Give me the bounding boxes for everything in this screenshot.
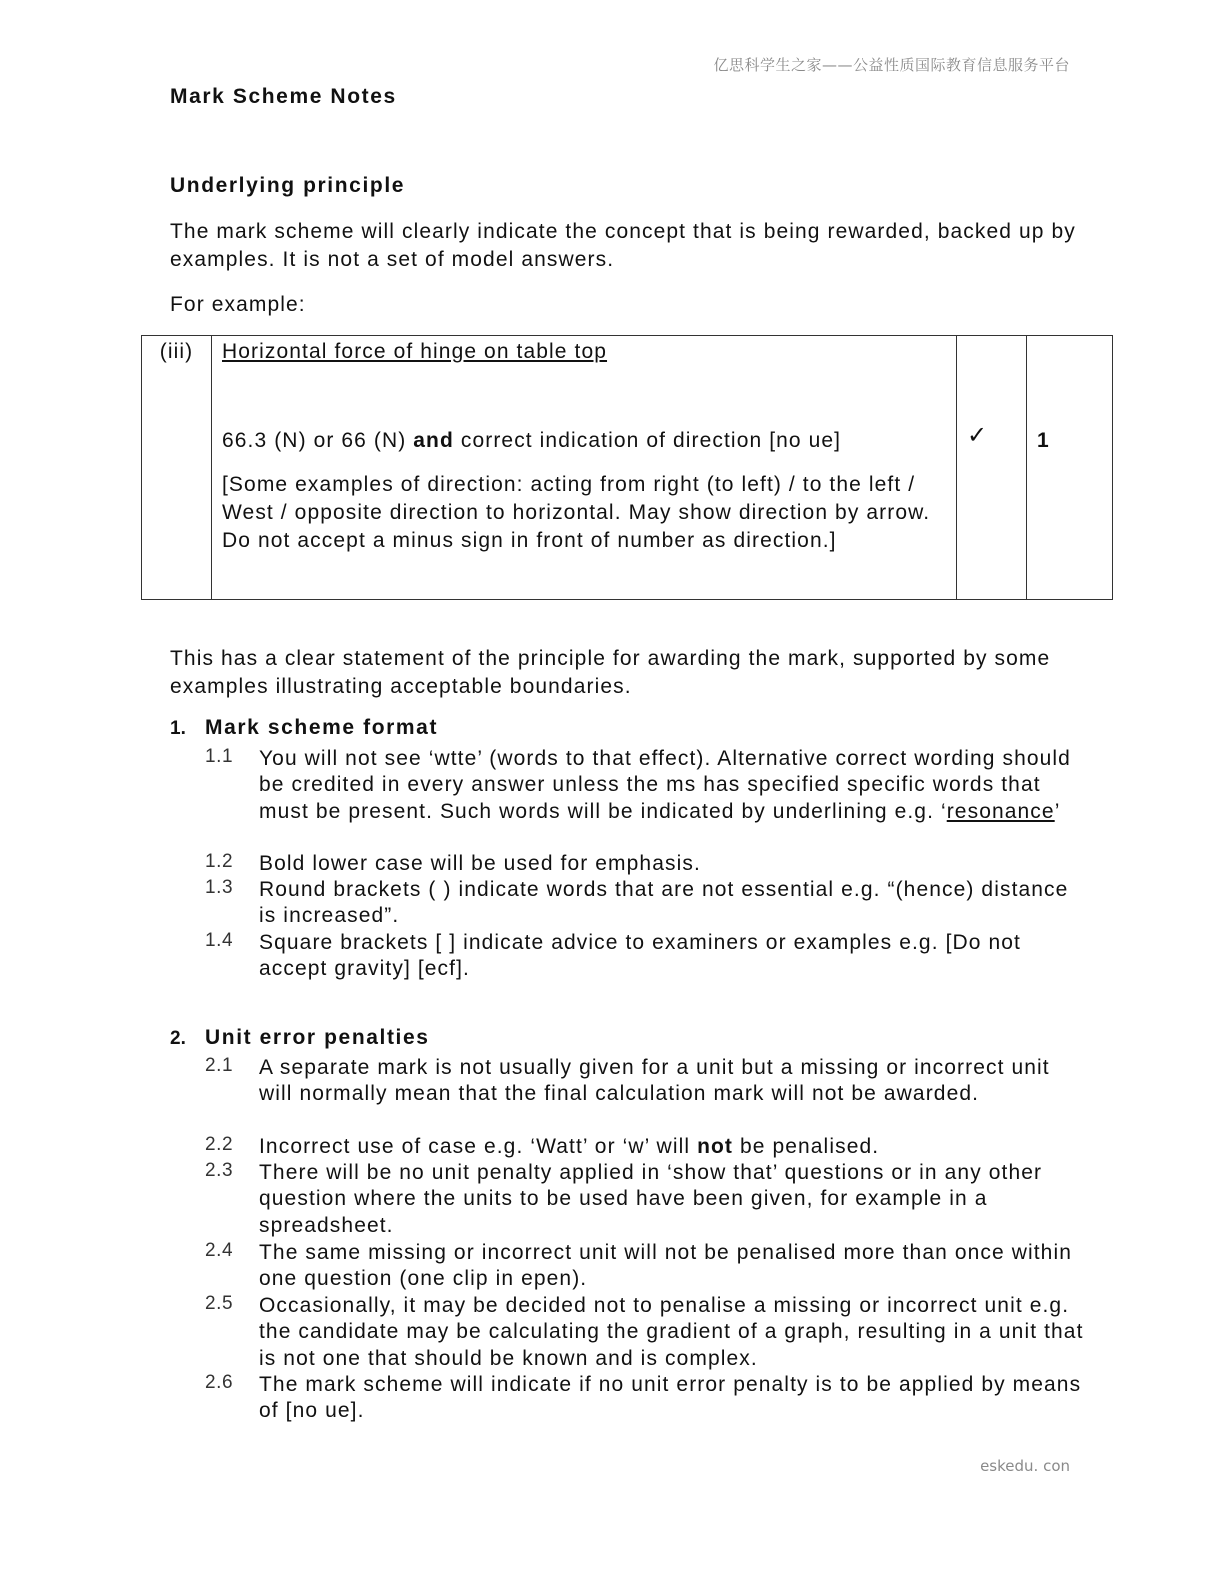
item-number: 2.4 [205,1240,234,1261]
bold-word: not [697,1135,734,1158]
answer-text-end: correct indication of direction [no ue] [453,429,842,452]
example-heading: Horizontal force of hinge on table top [222,340,608,363]
item-number: 2.2 [205,1134,234,1155]
item-text: A separate mark is not usually given for a unit but a missing or incorrect unit will normally mean that the final calculation mark will not be awarded. [259,1056,1050,1106]
item-number: 1.2 [205,851,234,872]
section-2-heading [170,1026,430,1050]
item-text-end: ’ [1054,799,1061,823]
item-text: Round brackets ( ) indicate words that are not essential e.g. “(hence) distance is increased”. [259,878,1069,928]
section-title: Unit error penalties [205,1026,430,1049]
item-number: 1.3 [205,877,234,898]
section-number: 2. [170,1028,186,1049]
for-example-label: For example: [170,293,306,316]
mark-cell [1027,336,1113,600]
item-text: The mark scheme will indicate if no unit error penalty is to be applied by means of [no ue]. [259,1373,1082,1423]
part-label: (iii) [159,340,194,363]
tick-icon: ✓ [967,421,989,449]
item-text-start: Incorrect use of case e.g. ‘Watt’ or ‘w’ will [259,1135,698,1158]
watermark: 亿思科学生之家——公益性质国际教育信息服务平台 [713,56,1070,74]
table-row [142,336,1113,600]
section-number: 1. [170,718,186,739]
item-number: 2.1 [205,1055,234,1076]
tick-cell [957,336,1027,600]
example-answer [222,427,841,455]
item-text: Bold lower case will be used for emphasis. [259,852,701,875]
item-number: 2.5 [205,1293,234,1314]
item-text: There will be no unit penalty applied in ‘show that’ questions or in any other question where the units to be used have been given, for example in a spreadsheet. [259,1161,1043,1237]
answer-text: 66.3 (N) or 66 (N) [222,429,414,452]
item-text-end: be penalised. [733,1135,880,1158]
item-number: 2.3 [205,1160,234,1181]
answer-cell [212,336,957,600]
item-text [259,1134,1089,1160]
part-cell [142,336,212,600]
section-title: Mark scheme format [205,716,439,739]
section-subtitle: Underlying principle [170,174,406,197]
item-number: 1.4 [205,930,234,951]
example-note: [Some examples of direction: acting from right (to left) / to the left / West / opposite direction to horizontal. May show direction by arrow. Do not accept a minus sign in front of number as direction.] [222,473,931,552]
item-text [259,746,1089,825]
item-text: Square brackets [ ] indicate advice to examiners or examples e.g. [Do not accept gravity] [ecf]. [259,931,1021,981]
explanation-paragraph: This has a clear statement of the principle for awarding the mark, supported by some examples illustrating acceptable boundaries. [170,647,1051,698]
section-1-heading [170,716,439,740]
footer-watermark: eskedu. con [980,1457,1070,1475]
item-number: 1.1 [205,746,234,767]
item-text-start: You will not see ‘wtte’ (words to that effect). Alternative correct wording should be credited in every answer unless the ms has specified specific words that must be present. Such words will be indicated by underlining e.g. ‘ [259,747,1071,823]
answer-bold: and [413,429,454,452]
item-text: The same missing or incorrect unit will not be penalised more than once within one question (one clip in epen). [259,1241,1072,1291]
example-table [141,335,1113,600]
item-number: 2.6 [205,1372,234,1393]
item-text: Occasionally, it may be decided not to penalise a missing or incorrect unit e.g. the candidate may be calculating the gradient of a graph, resulting in a unit that is not one that should be known and is complex. [259,1294,1084,1370]
page-title: Mark Scheme Notes [170,85,397,108]
underlined-word: resonance [946,799,1055,823]
mark-value: 1 [1037,429,1050,452]
intro-paragraph: The mark scheme will clearly indicate the concept that is being rewarded, backed up by examples. It is not a set of model answers. [170,220,1076,271]
